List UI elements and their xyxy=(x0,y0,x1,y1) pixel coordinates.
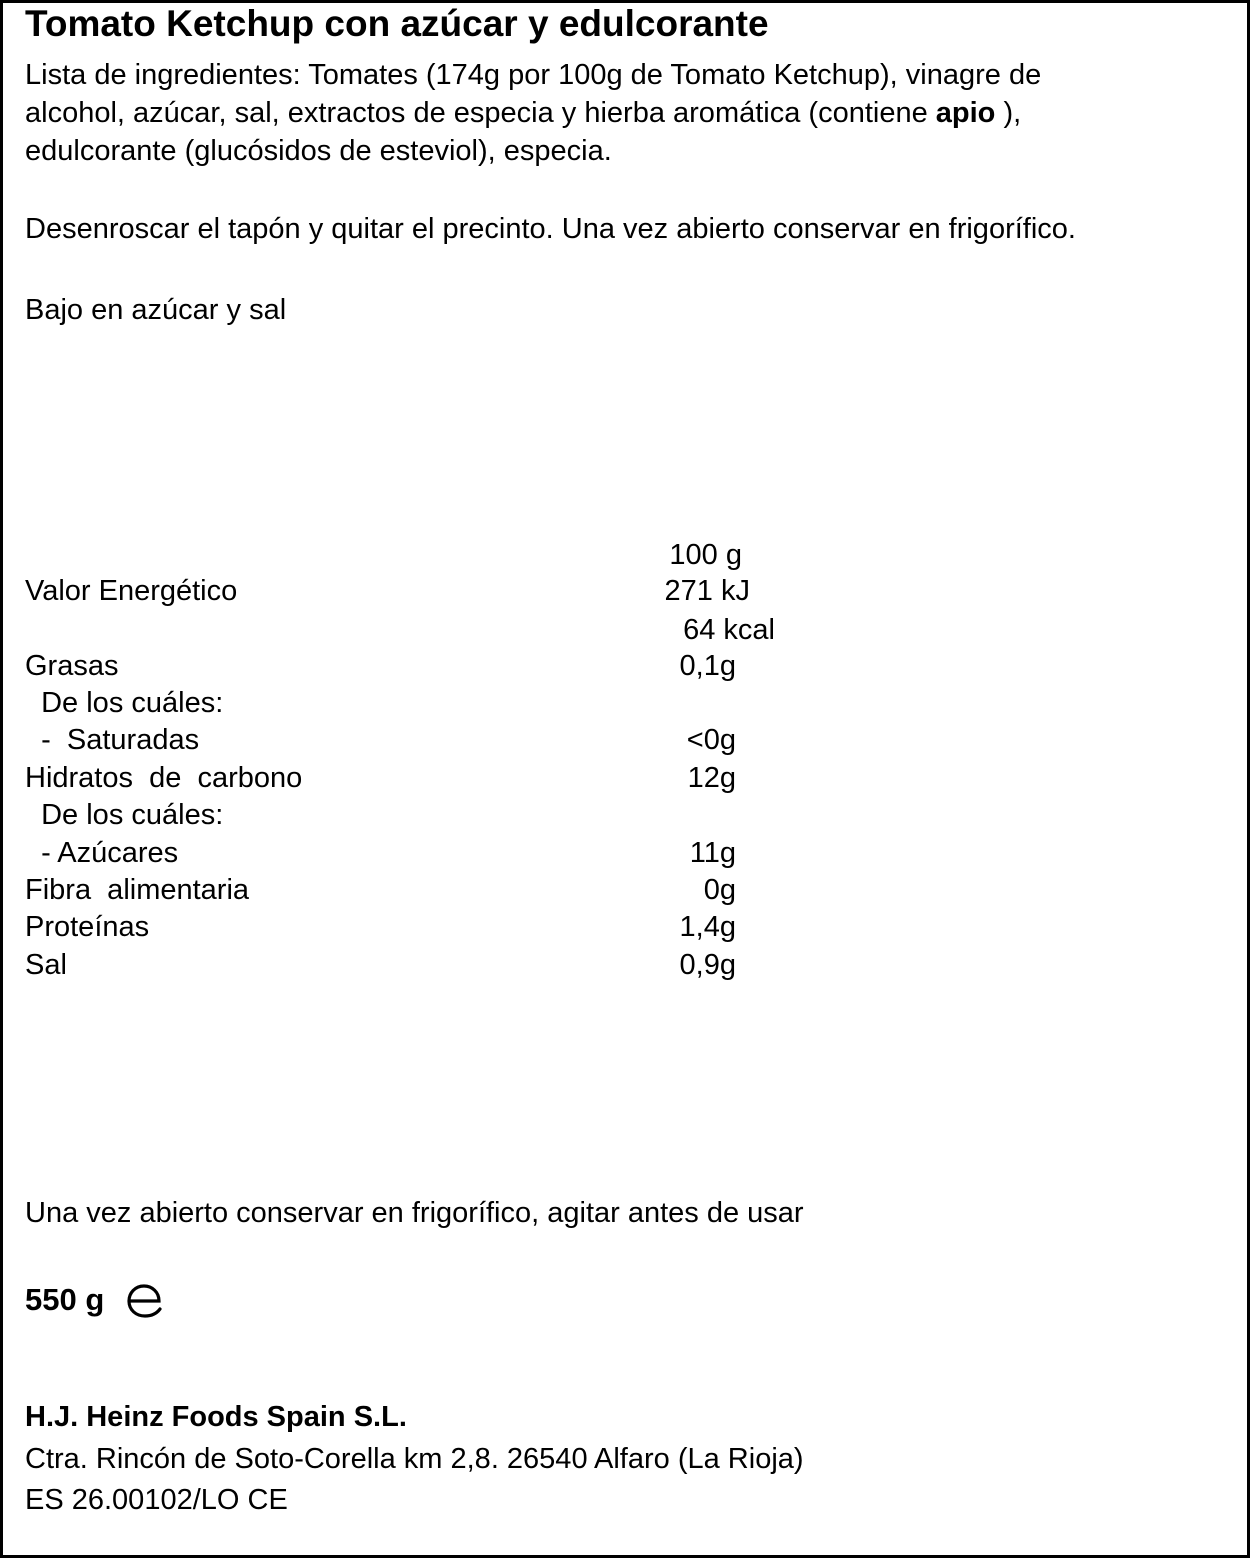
company-name: H.J. Heinz Foods Spain S.L. xyxy=(25,1401,407,1433)
nutrition-label-energy: Valor Energético xyxy=(25,575,238,607)
nutrition-value-carbohydrates: 12g xyxy=(687,762,736,794)
allergen-celery: apio xyxy=(935,97,996,129)
ingredients-line-1: Lista de ingredientes: Tomates (174g por 100g de Tomato Ketchup), vinagre de xyxy=(25,59,1042,91)
ingredients-line-2 xyxy=(25,94,1225,132)
nutrition-label-fat: Grasas xyxy=(25,650,119,682)
company-address: Ctra. Rincón de Soto-Corella km 2,8. 26540 Alfaro (La Rioja) xyxy=(25,1443,804,1475)
nutrition-label-of-which-fat: De los cuáles: xyxy=(25,687,224,719)
nutrition-header-per-100g: 100 g xyxy=(669,539,742,571)
ingredients-line-2-start: alcohol, azúcar, sal, extractos de especia y hierba aromática (contiene xyxy=(25,97,936,129)
ingredients-line-3: edulcorante (glucósidos de esteviol), especia. xyxy=(25,135,612,167)
nutrition-label-fibre: Fibra alimentaria xyxy=(25,874,250,906)
nutrition-label-sugars: - Azúcares xyxy=(25,837,179,869)
nutrition-value-fat: 0,1g xyxy=(679,650,736,682)
health-registry-number: ES 26.00102/LO CE xyxy=(25,1484,288,1516)
nutrition-value-salt: 0,9g xyxy=(679,949,736,981)
ingredients-line-2-end: ), xyxy=(995,97,1022,129)
ingredients-list xyxy=(25,56,1225,170)
nutrition-value-energy-kcal: 64 kcal xyxy=(683,614,775,646)
nutrition-label-saturates: - Saturadas xyxy=(25,724,200,756)
nutrition-claim: Bajo en azúcar y sal xyxy=(25,294,287,326)
nutrition-label-of-which-carbs: De los cuáles: xyxy=(25,799,224,831)
opening-instructions: Desenroscar el tapón y quitar el precinto. Una vez abierto conservar en frigorífico. xyxy=(25,213,1076,245)
nutrition-value-energy-kj: 271 kJ xyxy=(664,575,750,607)
e-mark-icon xyxy=(125,1282,165,1320)
net-weight: 550 g xyxy=(25,1282,105,1317)
nutrition-value-saturates: <0g xyxy=(686,724,736,756)
nutrition-value-protein: 1,4g xyxy=(679,911,736,943)
storage-instructions: Una vez abierto conservar en frigorífico, agitar antes de usar xyxy=(25,1197,804,1229)
product-title: Tomato Ketchup con azúcar y edulcorante xyxy=(25,3,769,44)
nutrition-value-fibre: 0g xyxy=(703,874,736,906)
nutrition-label-carbohydrates: Hidratos de carbono xyxy=(25,762,303,794)
nutrition-value-sugars: 11g xyxy=(689,837,736,869)
nutrition-label-protein: Proteínas xyxy=(25,911,150,943)
nutrition-label-salt: Sal xyxy=(25,949,67,981)
